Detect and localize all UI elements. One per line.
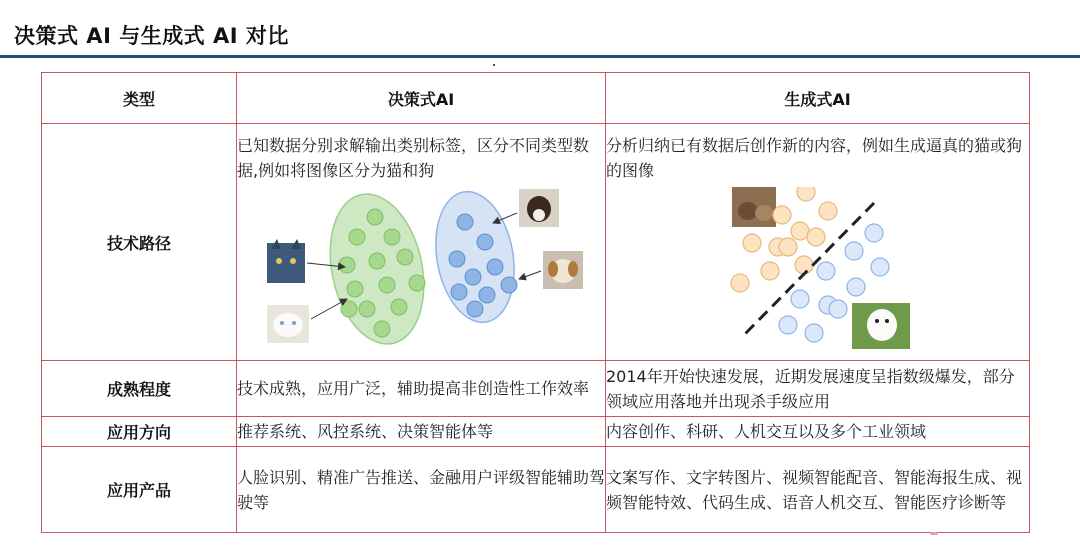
row-label-application-direction: 应用方向 xyxy=(42,417,237,447)
white-cat-photo-icon xyxy=(267,305,309,343)
generative-tech-path-cell xyxy=(606,124,1030,361)
header-decision-ai: 决策式AI xyxy=(237,73,606,124)
stray-mark xyxy=(493,64,495,66)
row-label-maturity: 成熟程度 xyxy=(42,361,237,417)
header-generative-ai: 生成式AI xyxy=(606,73,1030,124)
decision-tech-path-text: 已知数据分别求解输出类别标签，区分不同类型数据,例如将图像区分为猫和狗 xyxy=(237,135,590,180)
dog-photo-icon xyxy=(519,189,559,227)
page-title: 决策式 AI 与生成式 AI 对比 xyxy=(14,24,289,48)
decision-tech-path-cell xyxy=(237,124,606,361)
row-label-tech-path: 技术路径 xyxy=(42,124,237,361)
generative-ai-figure xyxy=(606,187,1026,352)
comparison-table xyxy=(41,72,1030,533)
cat-photo-icon xyxy=(732,187,776,227)
generative-application-products-cell: 文案写作、文字转图片、视频智能配音、智能海报生成、视频智能特效、代码生成、语音人机交互、智能医疗诊断等 xyxy=(606,447,1030,533)
white-dog-photo-icon xyxy=(852,303,910,349)
table-row xyxy=(42,417,1030,447)
table-row xyxy=(42,447,1030,533)
table-header-row xyxy=(42,73,1030,124)
decision-application-direction-cell: 推荐系统、风控系统、决策智能体等 xyxy=(237,417,606,447)
generative-application-direction-cell: 内容创作、科研、人机交互以及多个工业领域 xyxy=(606,417,1030,447)
table-row xyxy=(42,124,1030,361)
header-type: 类型 xyxy=(42,73,237,124)
generative-tech-path-text: 分析归纳已有数据后创作新的内容，例如生成逼真的猫或狗的图像 xyxy=(606,135,1023,180)
title-underline xyxy=(0,55,1080,58)
stray-mark-pink xyxy=(930,532,938,535)
generative-maturity-cell: 2014年开始快速发展，近期发展速度呈指数级爆发，部分领域应用落地并出现杀手级应用 xyxy=(606,361,1030,417)
row-label-application-products: 应用产品 xyxy=(42,447,237,533)
table-row xyxy=(42,361,1030,417)
decision-maturity-cell: 技术成熟，应用广泛，辅助提高非创造性工作效率 xyxy=(237,361,606,417)
decision-ai-figure xyxy=(237,187,602,352)
puppy-photo-icon xyxy=(543,251,583,289)
decision-application-products-cell: 人脸识别、精准广告推送、金融用户评级智能辅助驾驶等 xyxy=(237,447,606,533)
cat-photo-icon xyxy=(267,239,305,283)
